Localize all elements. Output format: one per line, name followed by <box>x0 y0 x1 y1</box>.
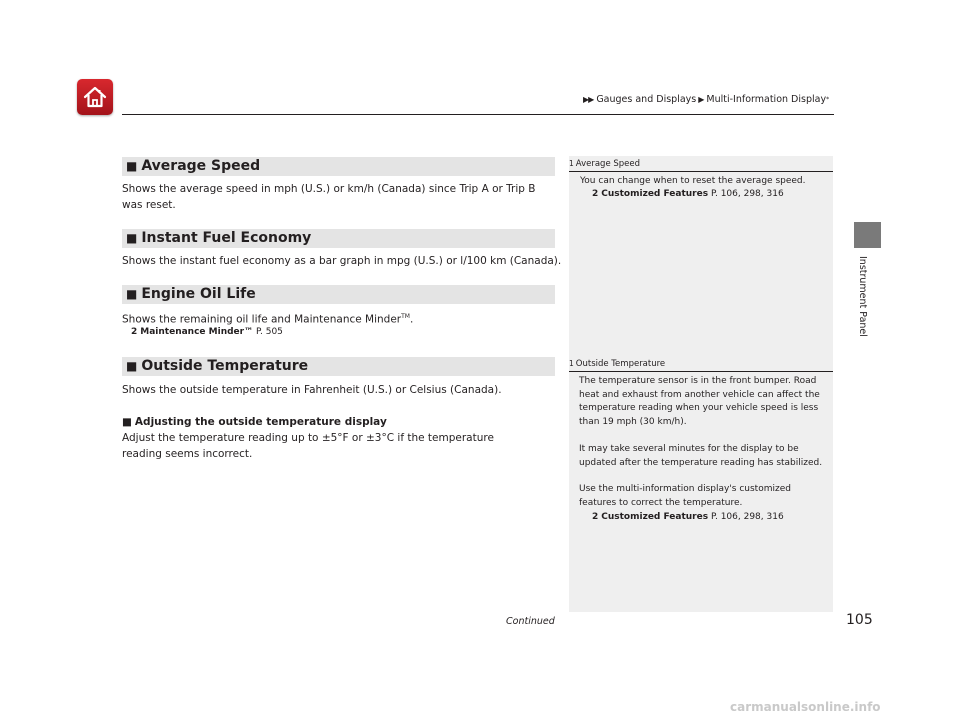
link-page: P. 505 <box>255 327 283 337</box>
subheading-square-icon: ■ <box>122 416 132 428</box>
note-outside-temp-paragraph-2: It may take several minutes for the display to be updated after the temperature reading has stabilized. <box>579 444 823 468</box>
link-title: Maintenance Minder™ <box>140 327 254 337</box>
section-heading-outside-temperature <box>122 357 555 376</box>
cross-reference-arrow-icon: 2 <box>131 327 138 337</box>
heading-square-icon: ■ <box>126 159 138 173</box>
breadcrumb <box>583 94 829 106</box>
cross-reference-arrow-icon: 2 <box>592 189 599 199</box>
note-outside-temp-paragraph-3: Use the multi-information display's customized features to correct the temperature. <box>579 484 791 508</box>
subheading-adjusting-outside-temperature <box>122 414 387 430</box>
note-outside-temp-paragraph-1: The temperature sensor is in the front bumper. Road heat and exhaust from another vehicle can affect the temperature reading when your vehicle speed is less than 19 mph (30 km/h). <box>579 376 820 427</box>
section-title: Average Speed <box>141 158 261 174</box>
chapter-tab-marker[interactable] <box>854 222 881 248</box>
section-heading-average-speed <box>122 157 555 176</box>
average-speed-description: Shows the average speed in mph (U.S.) or km/h (Canada) since Trip A or Trip B was reset. <box>122 183 536 211</box>
instant-fuel-economy-description: Shows the instant fuel economy as a bar graph in mpg (U.S.) or l/100 km (Canada). <box>122 255 562 267</box>
breadcrumb-footnote-mark: * <box>826 96 830 103</box>
home-button[interactable] <box>77 79 113 115</box>
note-customized-features-link-1[interactable] <box>592 188 784 200</box>
maintenance-minder-link[interactable] <box>131 326 283 338</box>
header-rule <box>122 114 834 115</box>
heading-square-icon: ■ <box>126 287 138 301</box>
oil-life-period: . <box>409 313 414 326</box>
outside-temperature-description: Shows the outside temperature in Fahrenheit (U.S.) or Celsius (Canada). <box>122 384 502 396</box>
note-customized-features-link-2[interactable] <box>592 511 784 523</box>
adjusting-temperature-description: Adjust the temperature reading up to ±5°F or ±3°C if the temperature reading seems incorrect. <box>122 432 494 460</box>
section-title: Outside Temperature <box>141 358 309 374</box>
breadcrumb-link-gauges-displays[interactable]: Gauges and Displays <box>596 94 697 105</box>
note-heading-average-speed <box>569 158 833 172</box>
continued-label: Continued <box>506 616 555 627</box>
trademark-mark: TM <box>401 313 410 320</box>
note-heading-outside-temperature <box>569 358 833 372</box>
heading-square-icon: ■ <box>126 359 138 373</box>
note-title: Outside Temperature <box>575 359 666 369</box>
link-page: P. 106, 298, 316 <box>710 189 784 199</box>
link-title: Customized Features <box>601 512 709 522</box>
section-title: Engine Oil Life <box>141 286 256 302</box>
note-marker-icon: 1 <box>569 359 574 368</box>
note-marker-icon: 1 <box>569 159 574 168</box>
section-heading-instant-fuel-economy <box>122 229 555 248</box>
note-title: Average Speed <box>575 159 641 169</box>
section-heading-engine-oil-life <box>122 285 555 304</box>
engine-oil-life-description <box>122 309 413 328</box>
link-page: P. 106, 298, 316 <box>710 512 784 522</box>
note-average-speed-text: You can change when to reset the average speed. <box>580 176 806 186</box>
page-number: 105 <box>846 612 873 628</box>
oil-life-text: Shows the remaining oil life and Maintenance Minder <box>122 313 402 326</box>
subheading-title: Adjusting the outside temperature display <box>134 416 387 428</box>
heading-square-icon: ■ <box>126 231 138 245</box>
cross-reference-arrow-icon: 2 <box>592 512 599 522</box>
breadcrumb-current-page: Multi-Information Display <box>706 94 827 105</box>
section-title: Instant Fuel Economy <box>141 230 312 246</box>
watermark-text: carmanualsonline.info <box>730 700 881 714</box>
breadcrumb-arrow-icon: ▶ <box>698 95 705 104</box>
home-icon <box>82 84 108 110</box>
link-title: Customized Features <box>601 189 709 199</box>
breadcrumb-double-arrow-icon: ▶▶ <box>583 95 594 104</box>
chapter-tab-label: Instrument Panel <box>857 256 868 337</box>
